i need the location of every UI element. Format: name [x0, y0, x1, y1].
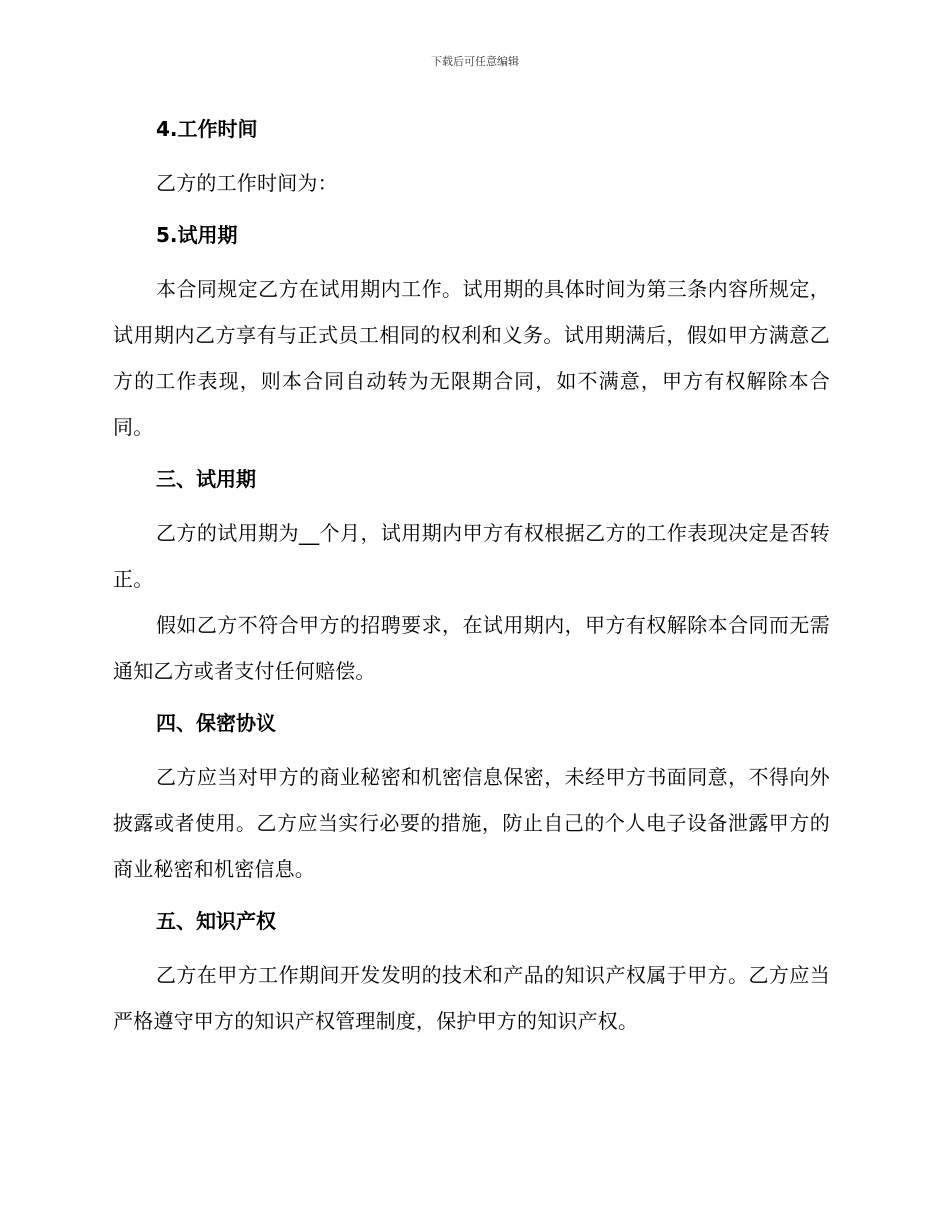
- section-heading-probation: 三、试用期: [156, 467, 256, 491]
- section-heading-intellectual-property: 五、知识产权: [156, 909, 276, 933]
- section-heading-work-hours: 4.工作时间: [156, 117, 258, 141]
- paragraph-probation-duration: 乙方的试用期为__个月，试用期内甲方有权根据乙方的工作表现决定是否转正。: [113, 521, 830, 591]
- paragraph-confidentiality: 乙方应当对甲方的商业秘密和机密信息保密，未经甲方书面同意，不得向外披露或者使用。乙方应当实行必要的措施，防止自己的个人电子设备泄露甲方的商业秘密和机密信息。: [113, 765, 830, 881]
- paragraph-intellectual-property: 乙方在甲方工作期间开发发明的技术和产品的知识产权属于甲方。乙方应当严格遵守甲方的知识产权管理制度，保护甲方的知识产权。: [113, 963, 830, 1033]
- page-header-note: 下载后可任意编辑: [431, 55, 519, 68]
- section-heading-probation-clause: 5.试用期: [156, 223, 238, 247]
- paragraph-probation-clause: 本合同规定乙方在试用期内工作。试用期的具体时间为第三条内容所规定，试用期内乙方享有与正式员工相同的权利和义务。试用期满后，假如甲方满意乙方的工作表现，则本合同自动转为无限期合同，如不满意，甲方有权解除本合同。: [113, 277, 830, 439]
- document-body: [113, 110, 830, 1044]
- paragraph-probation-termination: 假如乙方不符合甲方的招聘要求，在试用期内，甲方有权解除本合同而无需通知乙方或者支付任何赔偿。: [113, 613, 830, 683]
- section-heading-confidentiality: 四、保密协议: [156, 711, 276, 735]
- paragraph-work-hours: 乙方的工作时间为：: [156, 171, 338, 195]
